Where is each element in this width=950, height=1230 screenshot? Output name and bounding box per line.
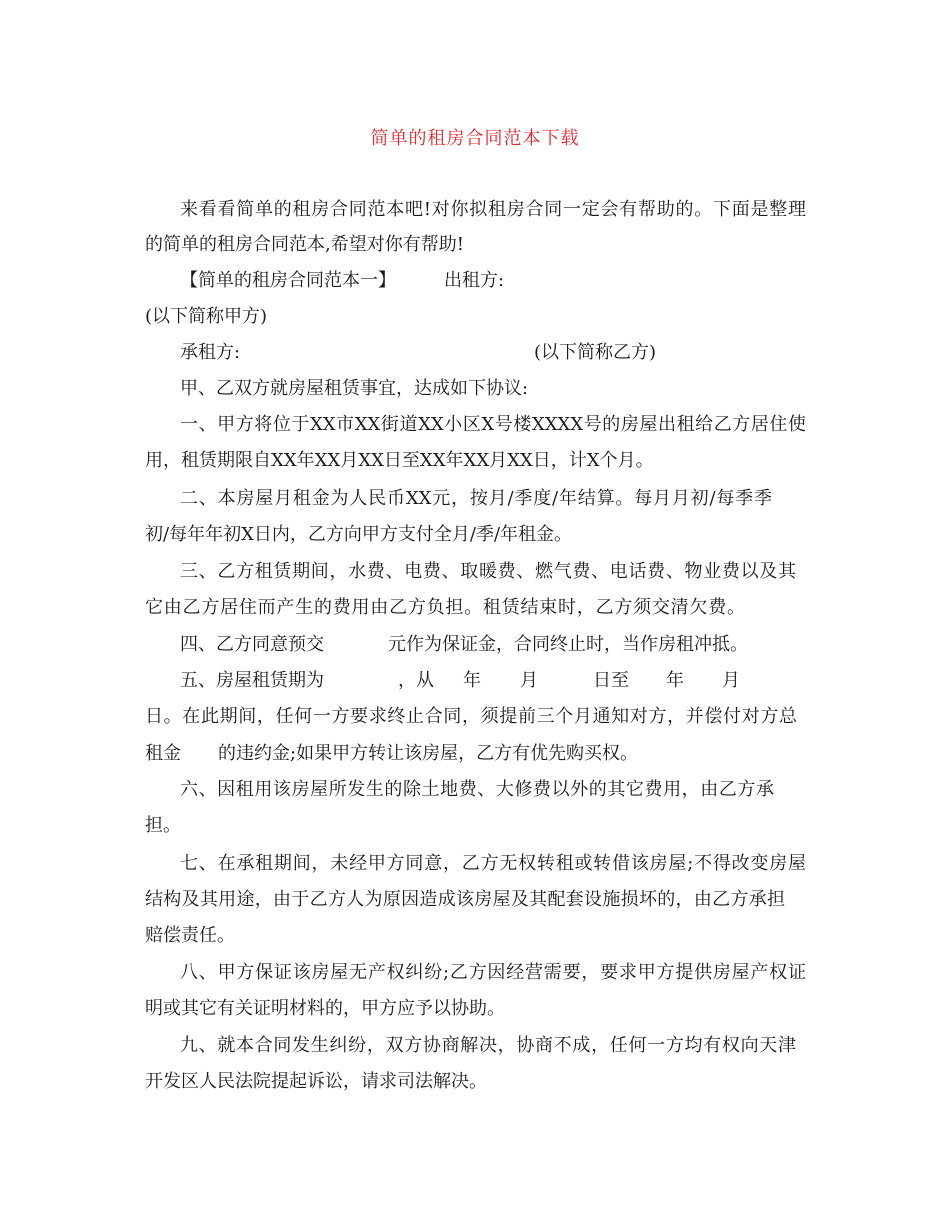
body-line: 的简单的租房合同范本,希望对你有帮助! [145,234,464,255]
clause-5-part: ，从 [398,670,434,691]
lessor-label: 出租方: [444,270,505,291]
clause-5-cont: 日。在此期间，任何一方要求终止合同，须提前三个月通知对方，并偿付对方总 [145,706,797,727]
clause-5-part: 租金 [145,743,181,764]
clause-1-cont: 用，租赁期限自XX年XX月XX日至XX年XX月XX日，计X个月。 [145,450,654,471]
section-heading: 【简单的租房合同范本一】 [180,270,396,291]
clause-1: 一、甲方将位于XX市XX街道XX小区X号楼XXXX号的房屋出租给乙方居住使 [180,414,806,435]
clause-4: 四、乙方同意预交 [180,634,324,655]
clause-5-part: 年 [463,670,481,691]
document-title: 简单的租房合同范本下载 [370,128,580,149]
body-line: 来看看简单的租房合同范本吧!对你拟租房合同一定会有帮助的。下面是整理 [180,199,806,220]
clause-3-cont: 它由乙方居住而产生的费用由乙方负担。租赁结束时，乙方须交清欠费。 [145,597,745,618]
clause-9: 九、就本合同发生纠纷，双方协商解决，协商不成，任何一方均有权向天津 [180,1035,796,1056]
clause-5-part: 日至 [593,670,629,691]
clause-6-cont: 担。 [145,815,181,836]
clause-3: 三、乙方租赁期间，水费、电费、取暖费、燃气费、电话费、物业费以及其 [180,561,796,582]
clause-7: 七、在承租期间，未经甲方同意，乙方无权转租或转借该房屋;不得改变房屋 [180,853,806,874]
clause-5: 五、房屋租赁期为 [180,670,324,691]
clause-8: 八、甲方保证该房屋无产权纠纷;乙方因经营需要，要求甲方提供房屋产权证 [180,962,806,983]
clause-5-part: 年 [666,670,684,691]
clause-5-part: 月 [520,670,538,691]
lessee-label: 承租方: [180,342,241,363]
clause-9-cont: 开发区人民法院提起诉讼，请求司法解决。 [145,1071,487,1092]
body-line: 甲、乙双方就房屋租赁事宜，达成如下协议: [180,378,529,399]
body-line: (以下简称甲方) [145,306,268,327]
clause-6: 六、因租用该房屋所发生的除土地费、大修费以外的其它费用，由乙方承 [180,779,774,800]
clause-2-cont: 初/每年年初X日内，乙方向甲方支付全月/季/年租金。 [145,524,573,545]
clause-7-cont: 赔偿责任。 [145,925,235,946]
clause-8-cont: 明或其它有关证明材料的，甲方应予以协助。 [145,998,505,1019]
clause-5-part: 月 [722,670,740,691]
clause-7-cont: 结构及其用途，由于乙方人为原因造成该房屋及其配套设施损坏的，由乙方承担 [145,889,785,910]
clause-4-cont: 元作为保证金，合同终止时，当作房租冲抵。 [388,634,748,655]
body-line: (以下简称乙方) [534,342,657,363]
clause-5-cont: 的违约金;如果甲方转让该房屋，乙方有优先购买权。 [218,743,639,764]
clause-2: 二、本房屋月租金为人民币XX元，按月/季度/年结算。每月月初/每季季 [180,488,772,509]
